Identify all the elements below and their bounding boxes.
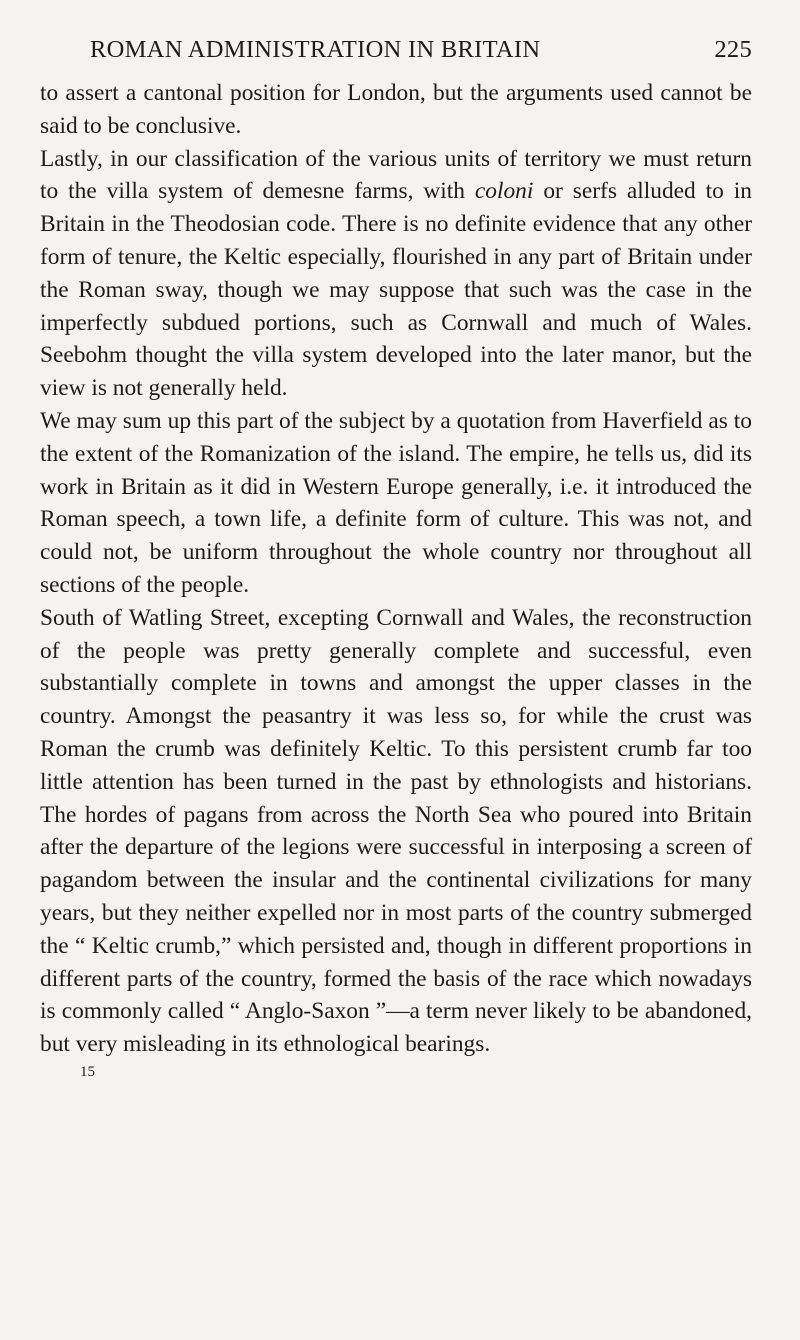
text-segment: We may sum up this part of the subject by a quotation from Haverfield as to the extent of the Romanization of the island. The empire, he tells us, did its work in Britain as it did in Western Europe generally, i.e. it introduced the Roman speech, a town life, a definite form of culture. This was not, and could not, be uniform throughout the whole country nor throughout all sections of the people.	[40, 407, 752, 598]
paragraph	[40, 405, 752, 602]
text-segment: or serfs alluded to in Britain in the Theodosian code. There is no definite evidence that any other form of tenure, the Keltic especially, flourished in any part of Britain under the Roman sway, though we may suppose that such was the case in the imperfectly subdued portions, such as Cornwall and much of Wales. Seebohm thought the villa system developed into the later manor, but the view is not generally held.	[40, 178, 752, 402]
page-number: 225	[714, 36, 752, 63]
paragraph	[40, 77, 752, 143]
italic-term: coloni	[474, 178, 534, 205]
text-segment: to assert a cantonal position for London, but the arguments used cannot be said to be conclusive.	[40, 80, 752, 139]
running-head-title: ROMAN ADMINISTRATION IN BRITAIN	[90, 36, 541, 63]
running-head	[40, 30, 752, 70]
body-text	[40, 77, 752, 1061]
paragraph	[40, 143, 752, 405]
signature-mark: 15	[80, 1063, 95, 1080]
book-page	[40, 30, 752, 1082]
paragraph	[40, 602, 752, 1061]
text-segment: Lastly, in our classification of the various units of territory we must return to the villa system of demesne farms, with	[40, 145, 752, 205]
text-segment: South of Watling Street, excepting Cornwall and Wales, the reconstruction of the people was pretty generally complete and successful, even substantially complete in towns and amongst the upper classes in the country. Amongst the peasantry it was less so, for while the crust was Roman the crumb was definitely Keltic. To this persistent crumb far too little attention has been turned in the past by ethnologists and historians. The hordes of pagans from across the North Sea who poured into Britain after the departure of the legions were successful in interposing a screen of pagandom between the insular and the continental civilizations for many years, but they neither expelled nor in most parts of the country submerged the “ Keltic crumb,” which persisted and, though in different proportions in different parts of the country, formed the basis of the race which nowadays is commonly called “ Anglo-Saxon ”—a term never likely to be abandoned, but very misleading in its ethnological bearings.	[40, 604, 752, 1058]
